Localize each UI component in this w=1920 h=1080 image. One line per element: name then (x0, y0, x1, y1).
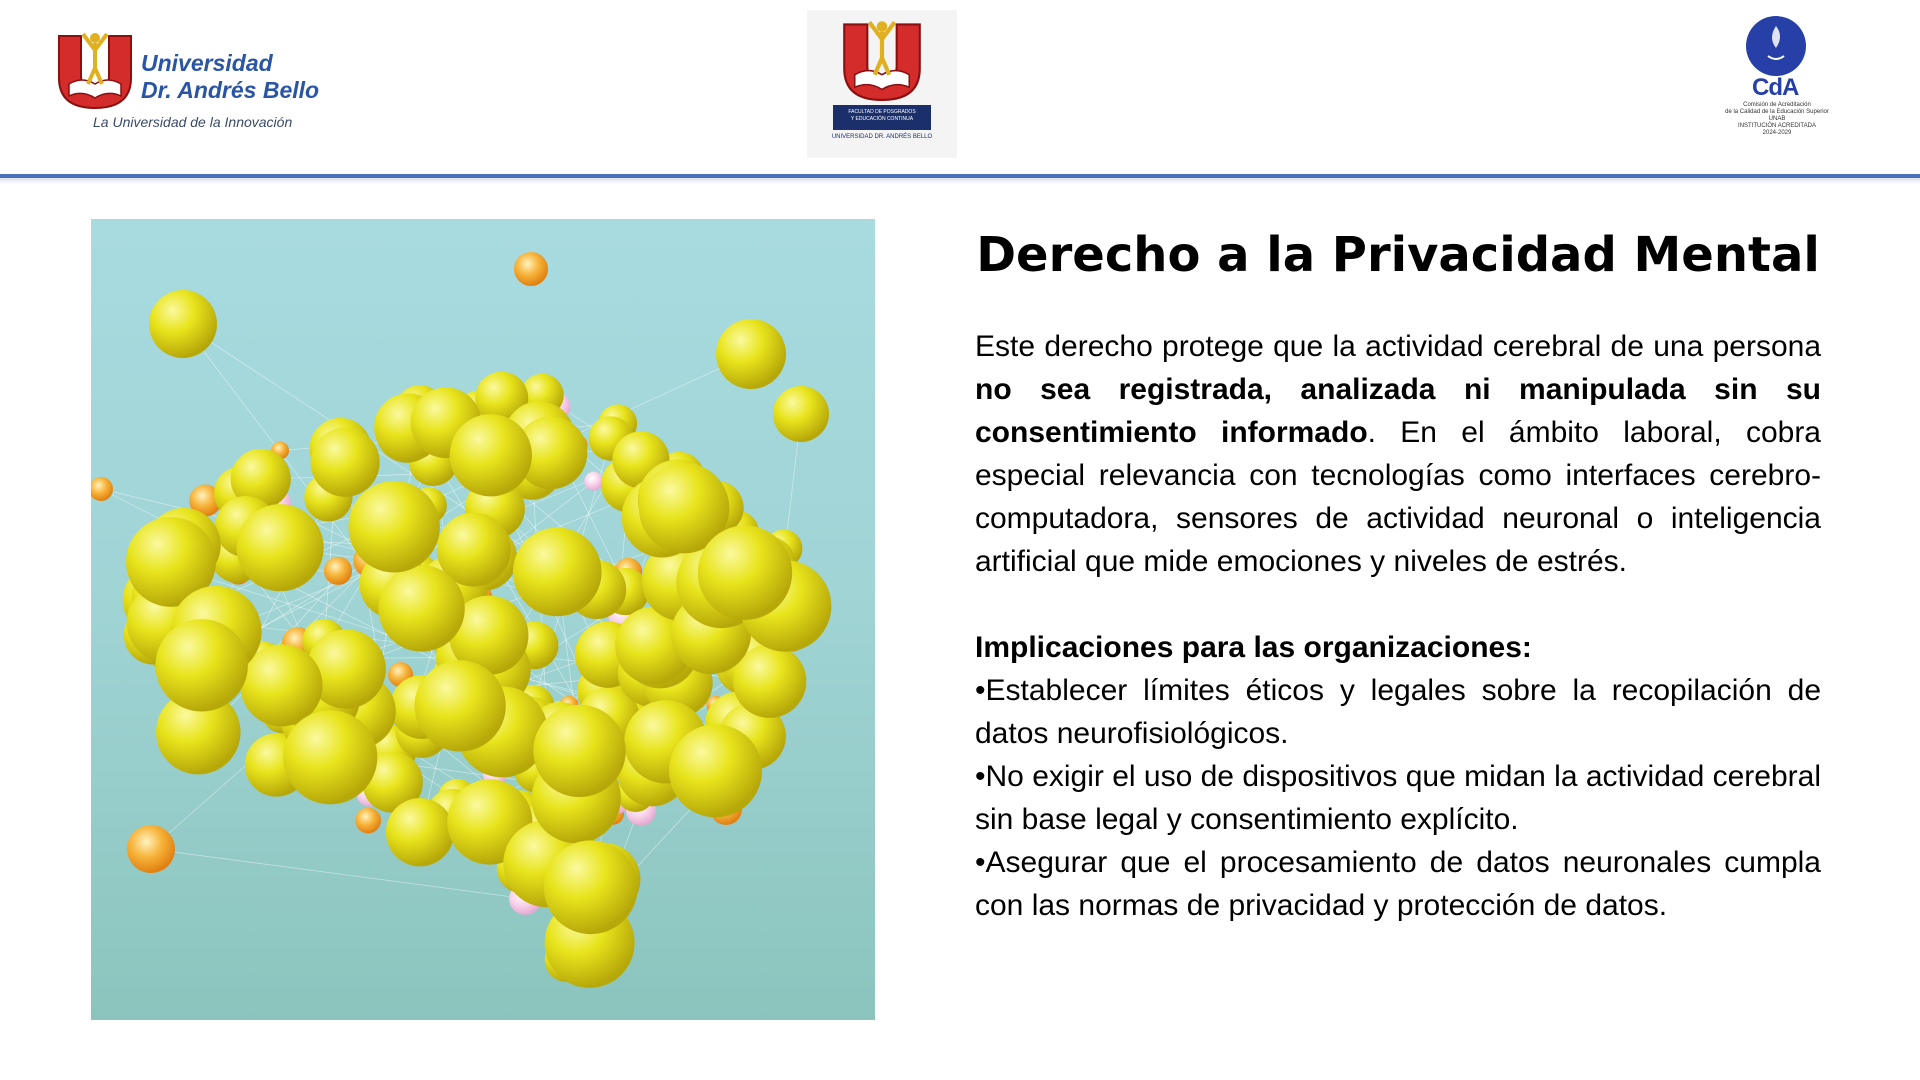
yellow-sphere (155, 619, 247, 711)
accreditation-line3: UNAB (1768, 116, 1786, 122)
faculty-subtitle: UNIVERSIDAD DR. ANDRÉS BELLO (831, 134, 933, 140)
orange-sphere (514, 252, 548, 286)
yellow-sphere (348, 481, 439, 572)
slide-title: Derecho a la Privacidad Mental (976, 227, 1820, 283)
intro-text-bold: no sea registrada, analizada ni manipulada sin su consentimiento informado (975, 373, 1821, 449)
bullet-item: •No exigir el uso de dispositivos que midan la actividad cerebral sin base legal y consentimiento explícito. (975, 760, 1821, 836)
accreditation-line5: 2024-2029 (1762, 130, 1792, 136)
university-name-line2: Dr. Andrés Bello (141, 77, 320, 103)
paragraph-gap (975, 583, 1821, 626)
faculty-label (833, 105, 931, 130)
accreditation-line4: INSTITUCIÓN ACREDITADA (1738, 123, 1816, 129)
orange-sphere (324, 557, 352, 585)
accreditation-line2: de la Calidad de la Educación Superior (1725, 109, 1829, 115)
accreditation-letters: CdA (1752, 74, 1799, 101)
faculty-label-line2: Y EDUCACIÓN CONTINUA (850, 116, 914, 122)
intro-text-end: . En el ámbito laboral, cobra especial relevancia con tecnologías como interfaces cerebro-computadora, sensores de actividad neuronal o inteligencia artificial que mide emociones y niveles de estrés. (975, 416, 1821, 578)
header-shadow (0, 178, 1920, 184)
yellow-sphere (283, 710, 377, 804)
yellow-sphere (378, 565, 464, 651)
accreditation-seal-icon (1746, 16, 1806, 76)
orange-sphere (355, 808, 381, 834)
faculty-logo (807, 10, 957, 158)
university-logo (55, 28, 355, 138)
slide-header (0, 0, 1920, 175)
implications-heading: Implicaciones para las organizaciones: (975, 631, 1532, 664)
orange-sphere (91, 477, 113, 501)
intro-paragraph (975, 325, 1821, 583)
yellow-sphere (669, 724, 762, 817)
yellow-sphere (533, 705, 625, 797)
university-name-line1: Universidad (141, 50, 273, 76)
brain-illustration (91, 219, 875, 1020)
accreditation-text (1712, 102, 1842, 137)
yellow-sphere (311, 428, 380, 497)
yellow-sphere (149, 290, 217, 358)
faculty-emblem-icon (835, 16, 929, 102)
yellow-sphere (773, 386, 829, 442)
brain-spheres-image (91, 219, 875, 1020)
accreditation-logo (1712, 16, 1842, 146)
university-tagline: La Universidad de la Innovación (93, 114, 293, 130)
yellow-sphere (716, 319, 786, 389)
bullet-item: •Asegurar que el procesamiento de datos neuronales cumpla con las normas de privacidad y protección de datos. (975, 846, 1821, 922)
university-name (141, 50, 319, 104)
faculty-label-line1: FACULTAD DE POSGRADOS (848, 109, 916, 115)
sphere-cluster (91, 252, 831, 988)
slide-body (975, 325, 1821, 927)
yellow-sphere (237, 504, 324, 591)
university-emblem-icon (55, 28, 135, 110)
pink-sphere (584, 472, 603, 491)
accreditation-line1: Comisión de Acreditación (1743, 102, 1811, 108)
yellow-sphere (414, 660, 505, 751)
orange-sphere (127, 825, 175, 873)
yellow-sphere (544, 840, 638, 934)
yellow-sphere (386, 798, 454, 866)
bullet-item: •Establecer límites éticos y legales sobre la recopilación de datos neurofisiológicos. (975, 674, 1821, 750)
intro-text-start: Este derecho protege que la actividad cerebral de una persona (975, 330, 1821, 363)
yellow-sphere (450, 414, 532, 496)
yellow-sphere (698, 526, 792, 620)
yellow-sphere (513, 528, 602, 617)
